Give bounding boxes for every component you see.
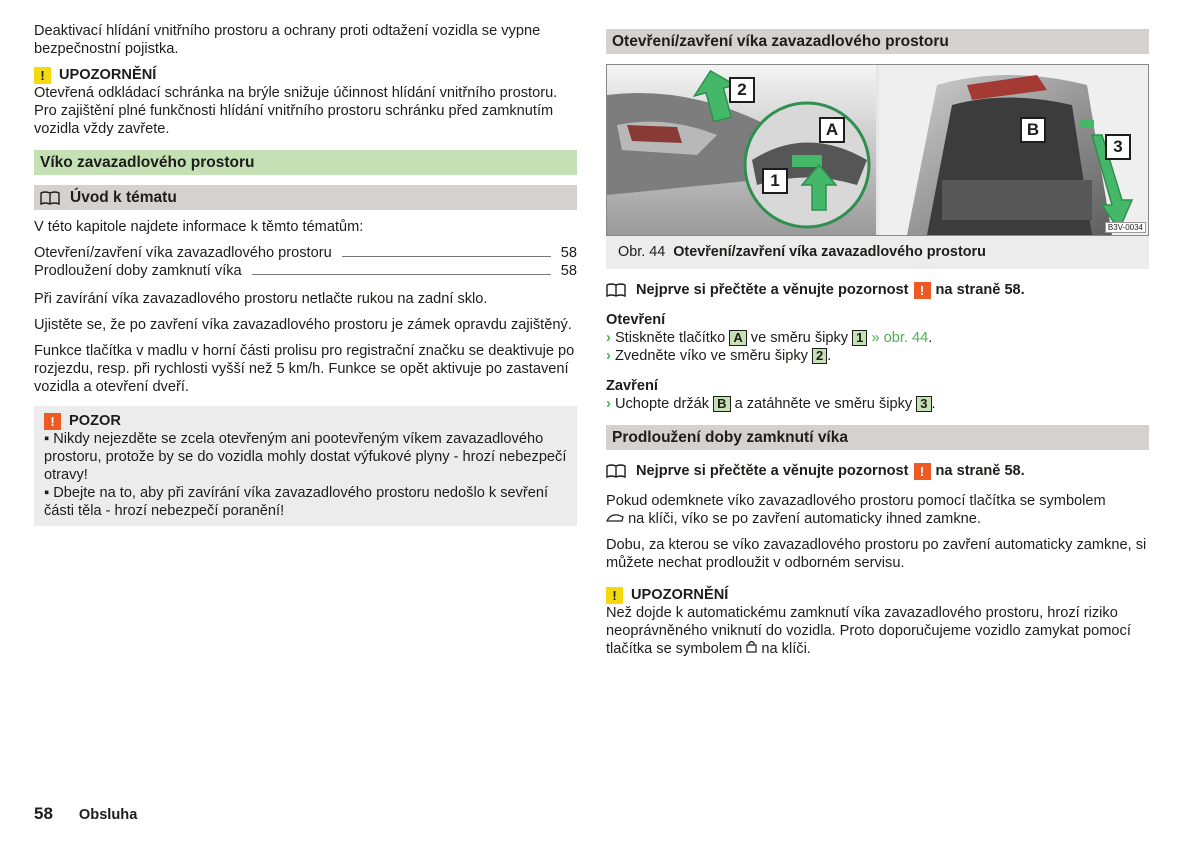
exclamation-icon: ! — [914, 282, 931, 299]
exclamation-icon: ! — [44, 413, 61, 430]
lock-paragraph-1: Pokud odemknete víko zavazadlového prostoru pomocí tlačítka se symbolem na klíči, víko se po zavření automaticky ihned zamkne. — [606, 493, 1106, 527]
caution-bullet: ▪ Dbejte na to, aby při zavírání víka zavazadlového prostoru nedošlo k sevření části těla - hrozí nebezpečí poranění! — [44, 485, 549, 519]
topic-title: Úvod k tématu — [70, 189, 177, 206]
intro-paragraph: Deaktivací hlídání vnitřního prostoru a ochrany proti odtažení vozidla se vypne bezpečnostní pojistka. — [34, 23, 541, 57]
lock-paragraph-2: Dobu, za kterou se víko zavazadlového prostoru po zavření automaticky zamkne, si můžete nechat prodloužit v odborném servisu. — [606, 537, 1147, 571]
book-icon — [606, 464, 626, 478]
footer-section: Obsluha — [78, 807, 138, 823]
exclamation-icon: ! — [914, 463, 931, 480]
trunk-illustration — [607, 65, 1148, 235]
right-column — [606, 29, 1149, 658]
page-footer — [34, 805, 137, 824]
book-icon — [606, 283, 626, 297]
exclamation-icon: ! — [34, 67, 51, 84]
warning-text: Otevřená odkládací schránka na brýle snižuje účinnost hlídání vnitřního prostoru. Pro zajištění plné funkčnosti hlídání vnitřního prostoru schránku před zamknutím vozidla vždy zavřete. — [34, 85, 558, 137]
open-step-2: › Zvedněte víko ve směru šipky 2 . — [606, 348, 832, 364]
figure-trunk — [606, 64, 1149, 236]
step-arrow-icon: › — [606, 348, 611, 364]
close-step: › Uchopte držák B a zatáhněte ve směru šipky 3 . — [606, 396, 936, 412]
toc-label: Prodloužení doby zamknutí víka — [34, 263, 242, 279]
warning-heading — [34, 66, 577, 84]
section-title-lock-delay: Prodloužení doby zamknutí víka — [606, 425, 1149, 450]
caption-text: Otevření/zavření víka zavazadlového prostoru — [673, 244, 986, 260]
warning-text: Než dojde k automatickému zamknutí víka zavazadlového prostoru, hrozí riziko neoprávněného vniknutí do vozidla. Proto doporučujeme vozidlo zamykat pomocí tlačítka se symbolem na klíči. — [606, 605, 1131, 657]
toc-page: 58 — [560, 245, 577, 261]
figure-label: B — [1020, 117, 1046, 143]
close-subtitle: Zavření — [606, 378, 658, 394]
topic-intro: V této kapitole najdete informace k těmto tématům: — [34, 219, 364, 235]
open-subtitle: Otevření — [606, 312, 666, 328]
left-column — [34, 22, 577, 526]
toc-page: 58 — [560, 263, 577, 279]
toc-leader — [252, 274, 551, 275]
step-arrow-icon: › — [606, 330, 611, 346]
step-arrow-icon: › — [606, 396, 611, 412]
open-step-1: › Stiskněte tlačítko A ve směru šipky 1 » obr. 44. — [606, 330, 933, 346]
section-title: Víko zavazadlového prostoru — [34, 150, 577, 175]
figure-caption — [606, 236, 1149, 269]
read-first-notice: Nejprve si přečtěte a věnujte pozornost ! na straně 58. — [606, 462, 1149, 480]
toc-leader — [342, 256, 551, 257]
paragraph-1: Při zavírání víka zavazadlového prostoru netlačte rukou na zadní sklo. — [34, 291, 488, 307]
toc-item[interactable] — [34, 262, 577, 280]
trunk-key-icon — [606, 513, 624, 523]
book-icon — [40, 191, 60, 205]
topic-heading — [34, 185, 577, 210]
caption-number: Obr. 44 — [618, 244, 666, 260]
figure-label: 3 — [1105, 134, 1131, 160]
figure-label: 1 — [762, 168, 788, 194]
figure-code: B3V-0034 — [1105, 222, 1146, 233]
figure-label: 2 — [729, 77, 755, 103]
figure-link[interactable]: » obr. 44 — [871, 330, 929, 346]
section-title-open-close: Otevření/zavření víka zavazadlového prostoru — [606, 29, 1149, 54]
warning-heading: ! UPOZORNĚNÍ — [606, 586, 1149, 604]
figure-label: A — [819, 117, 845, 143]
caution-bullet: ▪ Nikdy nejezděte se zcela otevřeným ani pootevřeným víkem zavazadlového prostoru, protože by se do vozidla mohly dostat výfukové plyny - hrozí nebezpečí otravy! — [44, 431, 567, 483]
page-number: 58 — [34, 804, 53, 823]
toc-label: Otevření/zavření víka zavazadlového prostoru — [34, 245, 332, 261]
lock-icon — [746, 640, 757, 653]
exclamation-icon: ! — [606, 587, 623, 604]
paragraph-2: Ujistěte se, že po zavření víka zavazadlového prostoru je zámek opravdu zajištěný. — [34, 317, 572, 333]
paragraph-3: Funkce tlačítka v madlu v horní části prolisu pro registrační značku se deaktivuje po rozjezdu, resp. při rychlosti vyšší než 5 km/h. Funkce se opět aktivuje po zastavení vozidla a otevření dveří. — [34, 343, 575, 395]
caution-box — [34, 406, 577, 526]
read-first-notice: Nejprve si přečtěte a věnujte pozornost ! na straně 58. — [606, 281, 1149, 299]
toc-item[interactable] — [34, 244, 577, 262]
warning-title: UPOZORNĚNÍ — [59, 67, 157, 83]
caution-title: POZOR — [69, 413, 121, 429]
caution-heading — [44, 412, 567, 430]
